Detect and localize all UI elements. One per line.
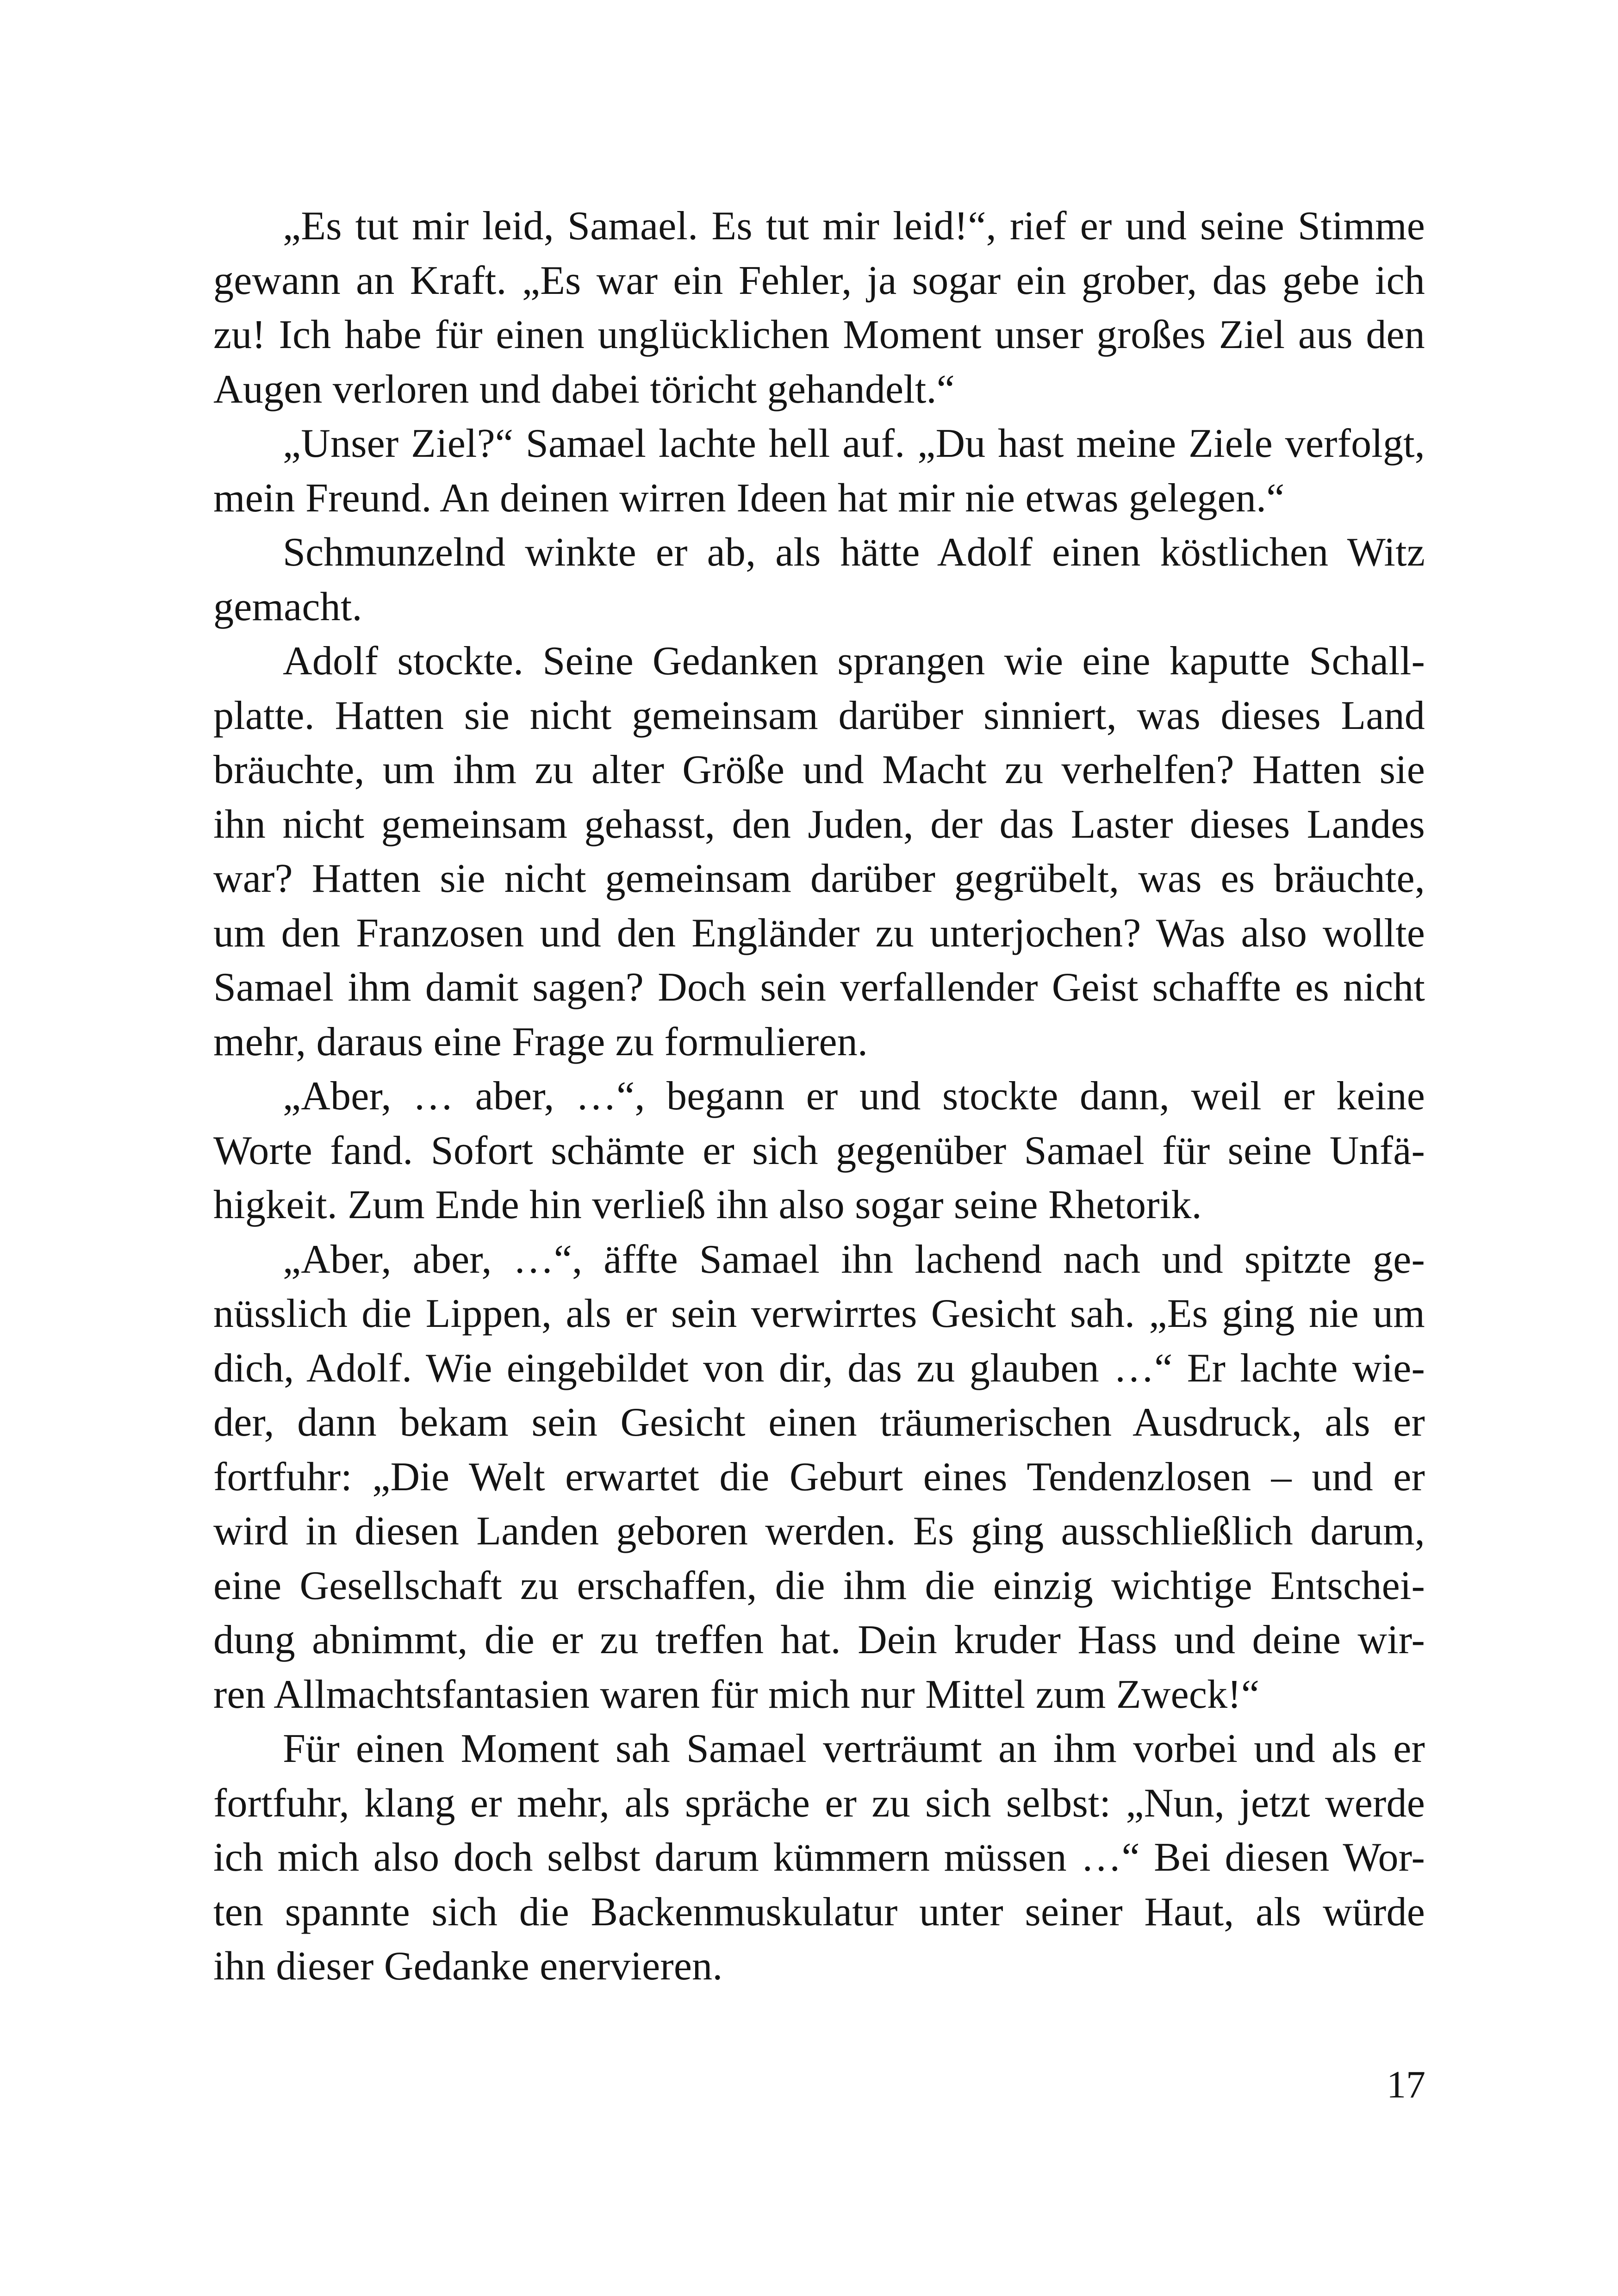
- text-line: ihn nicht gemeinsam gehasst, den Juden, der das Laster dieses Landes: [213, 802, 1425, 847]
- text-line: eine Gesellschaft zu erschaffen, die ihm die einzig wichtige Entschei-: [213, 1563, 1425, 1608]
- text-line: wird in diesen Landen geboren werden. Es ging ausschließlich darum,: [213, 1509, 1425, 1554]
- text-line: higkeit. Zum Ende hin verließ ihn also sogar seine Rhetorik.: [213, 1182, 1202, 1227]
- text-line: fortfuhr, klang er mehr, als spräche er zu sich selbst: „Nun, jetzt werde: [213, 1780, 1425, 1826]
- text-line: „Aber, aber, …“, äffte Samael ihn lachend nach und spitzte ge-: [283, 1237, 1425, 1282]
- body-text: [213, 199, 1425, 1994]
- page-number: 17: [1387, 2063, 1425, 2106]
- text-line: fortfuhr: „Die Welt erwartet die Geburt eines Tendenzlosen – und er: [213, 1454, 1425, 1500]
- text-line: mehr, daraus eine Frage zu formulieren.: [213, 1019, 868, 1064]
- text-line: war? Hatten sie nicht gemeinsam darüber gegrübelt, was es bräuchte,: [213, 856, 1425, 901]
- text-line: ren Allmachtsfantasien waren für mich nur Mittel zum Zweck!“: [213, 1672, 1260, 1717]
- text-line: der, dann bekam sein Gesicht einen träumerischen Ausdruck, als er: [213, 1400, 1425, 1445]
- text-line: ich mich also doch selbst darum kümmern müssen …“ Bei diesen Wor-: [213, 1835, 1425, 1880]
- text-line: „Aber, … aber, …“, begann er und stockte dann, weil er keine: [283, 1074, 1425, 1119]
- text-line: ihn dieser Gedanke enervieren.: [213, 1944, 723, 1989]
- text-line: gemacht.: [213, 584, 362, 629]
- text-line: platte. Hatten sie nicht gemeinsam darüber sinniert, was dieses Land: [213, 693, 1425, 738]
- text-line: um den Franzosen und den Engländer zu unterjochen? Was also wollte: [213, 910, 1425, 956]
- text-line: nüsslich die Lippen, als er sein verwirrtes Gesicht sah. „Es ging nie um: [213, 1291, 1425, 1336]
- text-line: Schmunzelnd winkte er ab, als hätte Adolf einen köstlichen Witz: [283, 530, 1425, 575]
- text-line: Für einen Moment sah Samael verträumt an ihm vorbei und als er: [283, 1726, 1425, 1771]
- text-line: Worte fand. Sofort schämte er sich gegenüber Samael für seine Unfä-: [213, 1128, 1425, 1173]
- text-line: zu! Ich habe für einen unglücklichen Moment unser großes Ziel aus den: [213, 312, 1425, 357]
- text-line: dich, Adolf. Wie eingebildet von dir, das zu glauben …“ Er lachte wie-: [213, 1345, 1425, 1391]
- text-line: gewann an Kraft. „Es war ein Fehler, ja sogar ein grober, das gebe ich: [213, 258, 1425, 303]
- text-line: „Es tut mir leid, Samael. Es tut mir leid!“, rief er und seine Stimme: [283, 204, 1425, 249]
- text-line: „Unser Ziel?“ Samael lachte hell auf. „Du hast meine Ziele verfolgt,: [283, 421, 1425, 466]
- text-line: Adolf stockte. Seine Gedanken sprangen wie eine kaputte Schall-: [283, 639, 1425, 684]
- text-line: bräuchte, um ihm zu alter Größe und Macht zu verhelfen? Hatten sie: [213, 747, 1425, 792]
- text-line: Augen verloren und dabei töricht gehandelt.“: [213, 367, 955, 412]
- text-line: dung abnimmt, die er zu treffen hat. Dein kruder Hass und deine wir-: [213, 1618, 1425, 1662]
- text-line: mein Freund. An deinen wirren Ideen hat mir nie etwas gelegen.“: [213, 475, 1285, 521]
- text-line: ten spannte sich die Backenmuskulatur unter seiner Haut, als würde: [213, 1889, 1425, 1935]
- text-line: Samael ihm damit sagen? Doch sein verfallender Geist schaffte es nicht: [213, 965, 1425, 1010]
